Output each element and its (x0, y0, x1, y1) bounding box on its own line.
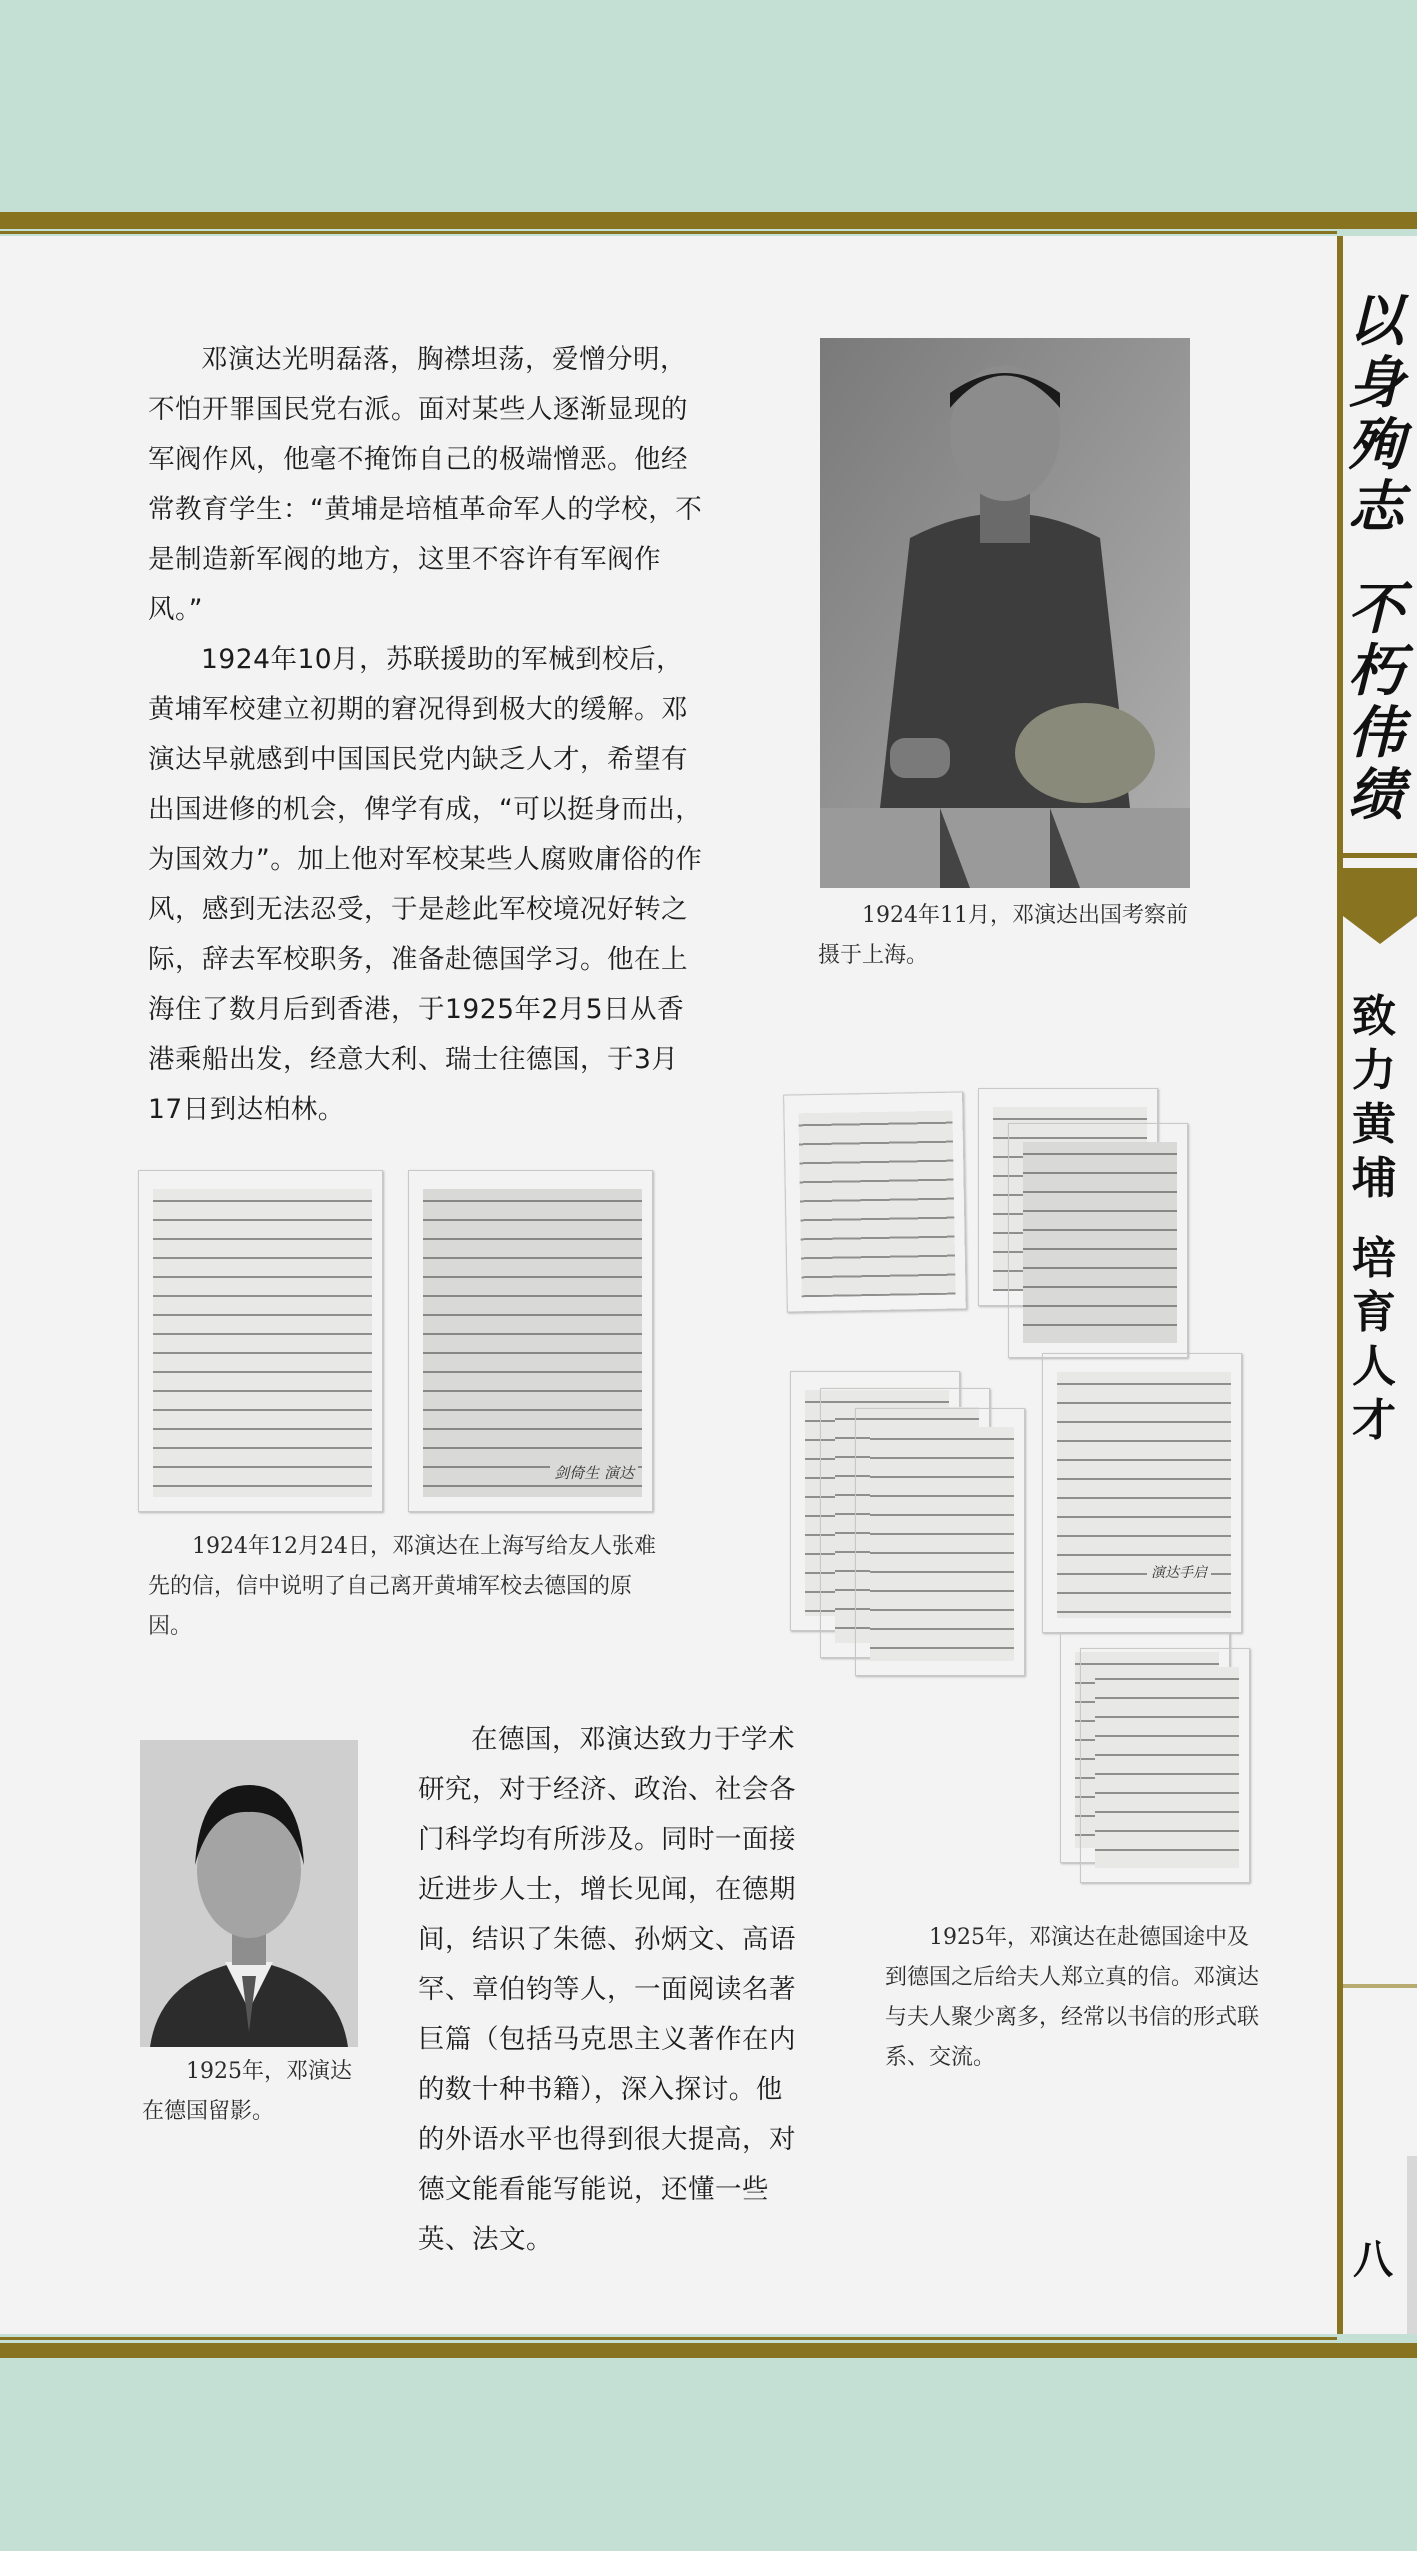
calligraphy-line-1: 以身殉志 (1348, 288, 1404, 540)
letter-1924-page-1 (138, 1170, 383, 1512)
letters-1925-signature: 演达手启 (1147, 1562, 1211, 1582)
portrait-1925-caption (142, 2052, 367, 2132)
letter-1924-caption (148, 1527, 658, 1647)
top-gold-border (0, 212, 1417, 229)
letter-1924-caption-text: 1924年12月24日，邓演达在上海写给友人张难先的信，信中说明了自己离开黄埔军校去德国的原因。 (148, 1534, 656, 1639)
portrait-1924-caption-text: 1924年11月，邓演达出国考察前摄于上海。 (818, 903, 1188, 968)
paragraph-1: 邓演达光明磊落，胸襟坦荡，爱憎分明，不怕开罪国民党右派。面对某些人逐渐显现的军阀作风，他毫不掩饰自己的极端憎恶。他经常教育学生：“黄埔是培植革命军人的学校，不是制造新军阀的地方，这里不容许有军阀作风。” (148, 344, 703, 625)
bottom-gold-hairline (0, 2337, 1337, 2340)
sidebar-lower-divider (1343, 1984, 1417, 1988)
sidebar-gold-tab (1343, 868, 1417, 916)
sidebar-gold-rule (1337, 236, 1343, 2334)
letter-1925-f (855, 1408, 1025, 1676)
section-title-line-1: 致力黄埔 (1352, 991, 1396, 1204)
letter-1925-i (1080, 1648, 1250, 1883)
sidebar-bottom-accent (1407, 2156, 1417, 2334)
letter-1925-g (1042, 1353, 1242, 1633)
bottom-gold-border (0, 2343, 1417, 2358)
calligraphy-line-2: 不朽伟绩 (1348, 576, 1404, 828)
sidebar-tab-notch (1343, 916, 1417, 944)
calligraphy-motto (1344, 290, 1408, 826)
main-text-block (148, 335, 708, 1135)
letters-1925-caption (885, 1918, 1270, 2078)
portrait-1924-image (820, 338, 1190, 888)
top-background-band (0, 0, 1417, 212)
letters-1925-collage (780, 1088, 1250, 1888)
top-gold-hairline (0, 231, 1337, 234)
letter-1925-c (1008, 1123, 1188, 1358)
germany-text-block (418, 1715, 800, 2265)
paragraph-2: 1924年10月，苏联援助的军械到校后，黄埔军校建立初期的窘况得到极大的缓解。邓演达早就感到中国国民党内缺乏人才，希望有出国进修的机会，俾学有成，“可以挺身而出，为国效力”。加上他对军校某些人腐败庸俗的作风，感到无法忍受，于是趁此军校境况好转之际，辞去军校职务，准备赴德国学习。他在上海住了数月后到香港，于1925年2月5日从香港乘船出发，经意大利、瑞士往德国，于3月17日到达柏林。 (148, 644, 703, 1125)
section-title-line-2: 培育人才 (1352, 1233, 1396, 1446)
letters-1925-caption-text: 1925年，邓演达在赴德国途中及到德国之后给夫人郑立真的信。邓演达与夫人聚少离多，经常以书信的形式联系、交流。 (885, 1925, 1260, 2070)
portrait-1925-photo (140, 1740, 358, 2047)
portrait-1924-caption (818, 896, 1208, 976)
portrait-1924-photo (820, 338, 1190, 888)
portrait-1925-caption-text: 1925年，邓演达在德国留影。 (142, 2059, 352, 2124)
letter-1925-a (783, 1091, 967, 1312)
page-number: 八 (1353, 2237, 1393, 2283)
letter-1924-signature: 剑倚生 演达 (550, 1462, 638, 1483)
letter-1924-page-2 (408, 1170, 653, 1512)
portrait-1925-image (140, 1740, 358, 2047)
paragraph-3: 在德国，邓演达致力于学术研究，对于经济、政治、社会各门科学均有所涉及。同时一面接近进步人士，增长见闻，在德期间，结识了朱德、孙炳文、高语罕、章伯钧等人，一面阅读名著巨篇（包括马克思主义著作在内的数十种书籍），深入探讨。他的外语水平也得到很大提高，对德文能看能写能说，还懂一些英、法文。 (418, 1724, 796, 2255)
sidebar-top-divider (1343, 853, 1417, 858)
section-title (1344, 990, 1404, 1448)
bottom-background-band (0, 2358, 1417, 2551)
